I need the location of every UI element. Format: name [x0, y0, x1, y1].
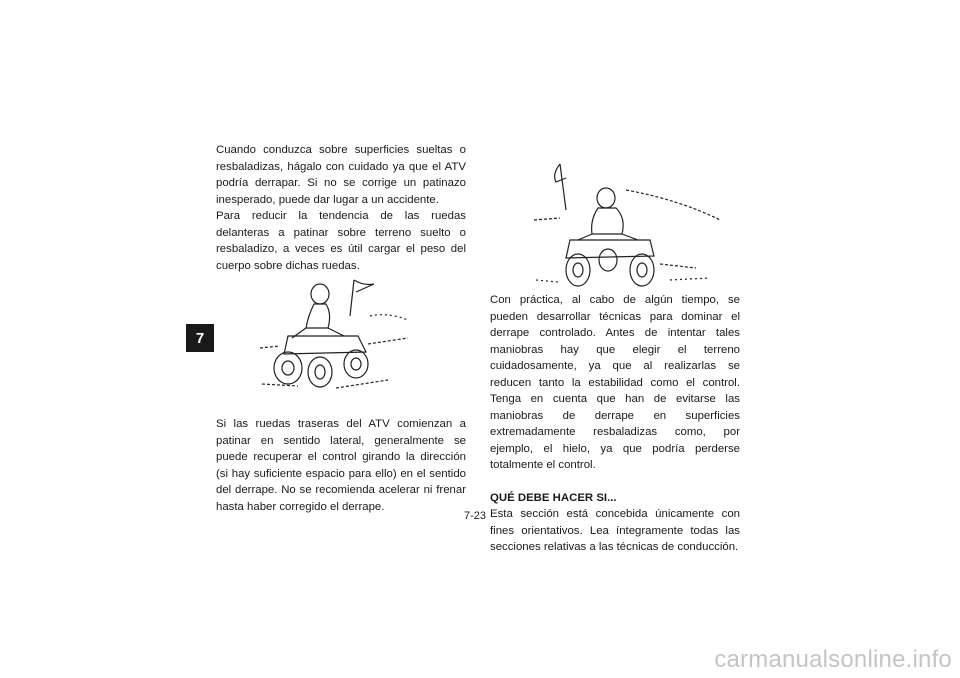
chapter-number: 7 [195, 329, 205, 347]
page-number: 7-23 [464, 510, 487, 522]
right-column [490, 292, 740, 556]
section-heading: QUÉ DEBE HACER SI... [490, 491, 617, 504]
atv-rider-illustration-left [258, 276, 418, 396]
right-paragraph-1: Con práctica, al cabo de algún tiempo, se pueden desarrollar técnicas para dominar el derrape controlado. Antes de intentar tales maniobras hay que elegir el terreno cuidadosamente, ya que al realizarlas se reducen tanto la estabilidad como el control. Tenga en cuenta que han de evitarse las maniobras de derrape en superficies extremadamente resbaladizas como, por ejemplo, el hielo, ya que podría perderse totalmente el control. [490, 294, 740, 471]
right-paragraph-2: Esta sección está concebida únicamente con fines orientativos. Lea íntegramente todas las secciones relativas a las técnicas de conducción. [490, 508, 740, 553]
chapter-tab [186, 324, 214, 352]
watermark: carmanualsonline.info [714, 646, 952, 673]
atv-rider-illustration-right [530, 160, 720, 290]
left-paragraph-2: Para reducir la tendencia de las ruedas delanteras a patinar sobre terreno suelto o resbaladizo, a veces es útil cargar el peso del cuerpo sobre dichas ruedas. [216, 210, 466, 272]
left-paragraph-3: Si las ruedas traseras del ATV comienzan a patinar en sentido lateral, generalmente se puede recuperar el control girando la dirección (si hay suficiente espacio para ello) en el sentido del derrape. No se recomienda acelerar ni frenar hasta haber corregido el derrape. [216, 418, 466, 513]
left-paragraph-1: Cuando conduzca sobre superficies sueltas o resbaladizas, hágalo con cuidado ya que el ATV podría derrapar. Si no se corrige un patinazo inesperado, puede dar lugar a un accidente. [216, 144, 466, 206]
